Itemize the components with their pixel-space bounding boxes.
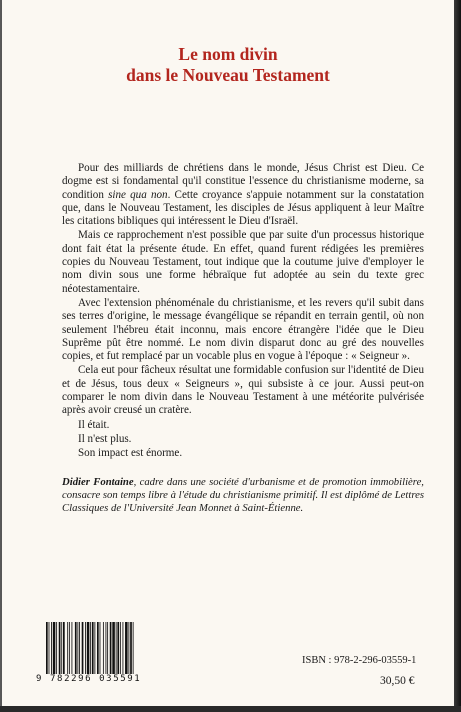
barcode-bar — [112, 622, 115, 678]
barcode-bar — [116, 622, 117, 678]
author-bio-text: , cadre dans une société d'urbanisme et de promotion immobilière, consacre son temps libre à l'étude du christianisme primitif. Il est diplômé de Lettres Classiques de l'Université Jean Monnet à Saint-Étienne. — [62, 476, 424, 514]
book-back-cover — [2, 0, 454, 706]
barcode-bar — [110, 622, 112, 678]
barcode-bar — [94, 622, 95, 678]
barcode-bar — [67, 622, 68, 678]
title-line-2: dans le Nouveau Testament — [126, 65, 330, 85]
title-line-1: Le nom divin — [178, 44, 278, 64]
barcode-bar — [75, 622, 77, 678]
barcode-bar — [103, 622, 104, 678]
barcode-bar — [125, 622, 128, 678]
paragraph-1-part-b: . Cette croyance s'appuie notamment sur la constatation que, dans le Nouveau Testament, les disciples de Jésus appliquent à leur Maître les citations bibliques qui intéressent le Dieu d'Israël. — [62, 188, 424, 228]
verse-line-2: Il n'est plus. — [78, 432, 132, 445]
paragraph-1-part-a: Pour des milliards de chrétiens dans le monde, Jésus Christ est Dieu. Ce dogme est si fondamental qu'il constitue l'essence du christianisme moderne, sa condition — [62, 162, 424, 201]
barcode-bars — [46, 622, 160, 678]
barcode-bar — [59, 622, 61, 678]
verse-line-1: Il était. — [78, 418, 110, 431]
paragraph-2: Mais ce rapprochement n'est possible que par suite d'un processus historique dont fait état la présente étude. En effet, quand furent rédigées les premières copies du Nouveau Testament, tout indique que la coutume juive d'employer le nom divin sous une forme hébraïque fut adoptée au sein du texte grec néotestamentaire. — [62, 229, 424, 295]
paragraph-1-italic: sine qua non — [108, 188, 168, 201]
author-bio — [62, 476, 424, 515]
barcode-bar — [79, 622, 80, 678]
barcode-bar — [128, 622, 129, 678]
barcode-bar — [63, 622, 65, 678]
barcode-bar — [77, 622, 78, 678]
barcode-bar — [106, 622, 107, 678]
isbn: ISBN : 978-2-296-03559-1 — [302, 655, 417, 666]
barcode-bar — [56, 622, 57, 678]
barcode-bar — [117, 622, 119, 678]
barcode-bar — [46, 622, 48, 678]
barcode-bar — [123, 622, 124, 678]
barcode-bar — [49, 622, 50, 678]
barcode-bar — [130, 622, 132, 678]
verse-line-3: Son impact est énorme. — [78, 447, 183, 460]
blurb-text — [62, 162, 424, 462]
barcode — [36, 622, 164, 686]
barcode-bar — [82, 622, 84, 678]
barcode-bar — [61, 622, 62, 678]
page-edge-right — [454, 0, 461, 712]
barcode-bar — [97, 622, 99, 678]
barcode-bar — [87, 622, 90, 678]
barcode-bar — [85, 622, 86, 678]
paragraph-3: Avec l'extension phénoménale du christianisme, et les revers qu'il subit dans ses terres d'origine, le message évangélique se répandit en terrain gentil, où non seulement l'hébreu était inconnu, mais encore étrangère l'idée que le Dieu Suprême pût être nommé. Le nom divin disparut donc au gré des nouvelles copies, et fut remplacé par un vocable plus en vogue à l'époque : « Seigneur ». — [62, 296, 424, 363]
barcode-bar — [107, 622, 108, 678]
barcode-bar — [90, 622, 91, 678]
barcode-bar — [69, 622, 70, 678]
paragraph-4: Cela eut pour fâcheux résultat une formidable confusion sur l'identité de Dieu et de Jésus, tous deux « Seigneurs », qui subsiste à ce jour. Aussi peut-on comparer le nom divin dans le Nouveau Testament à une météorite pulvérisée après avoir creusé un cratère. — [62, 364, 424, 417]
author-name: Didier Fontaine — [62, 476, 134, 488]
barcode-bar — [120, 622, 121, 678]
barcode-bar — [92, 622, 94, 678]
barcode-bar — [51, 622, 52, 678]
barcode-bar — [100, 622, 101, 678]
barcode-bar — [53, 622, 56, 678]
barcode-digits: 9 782296 035591 — [36, 674, 164, 684]
book-title — [2, 44, 454, 86]
paragraph-1 — [62, 162, 424, 228]
page-edge-bottom — [0, 706, 461, 712]
barcode-bar — [72, 622, 73, 678]
barcode-bar — [133, 622, 134, 678]
price: 30,50 € — [380, 675, 415, 687]
